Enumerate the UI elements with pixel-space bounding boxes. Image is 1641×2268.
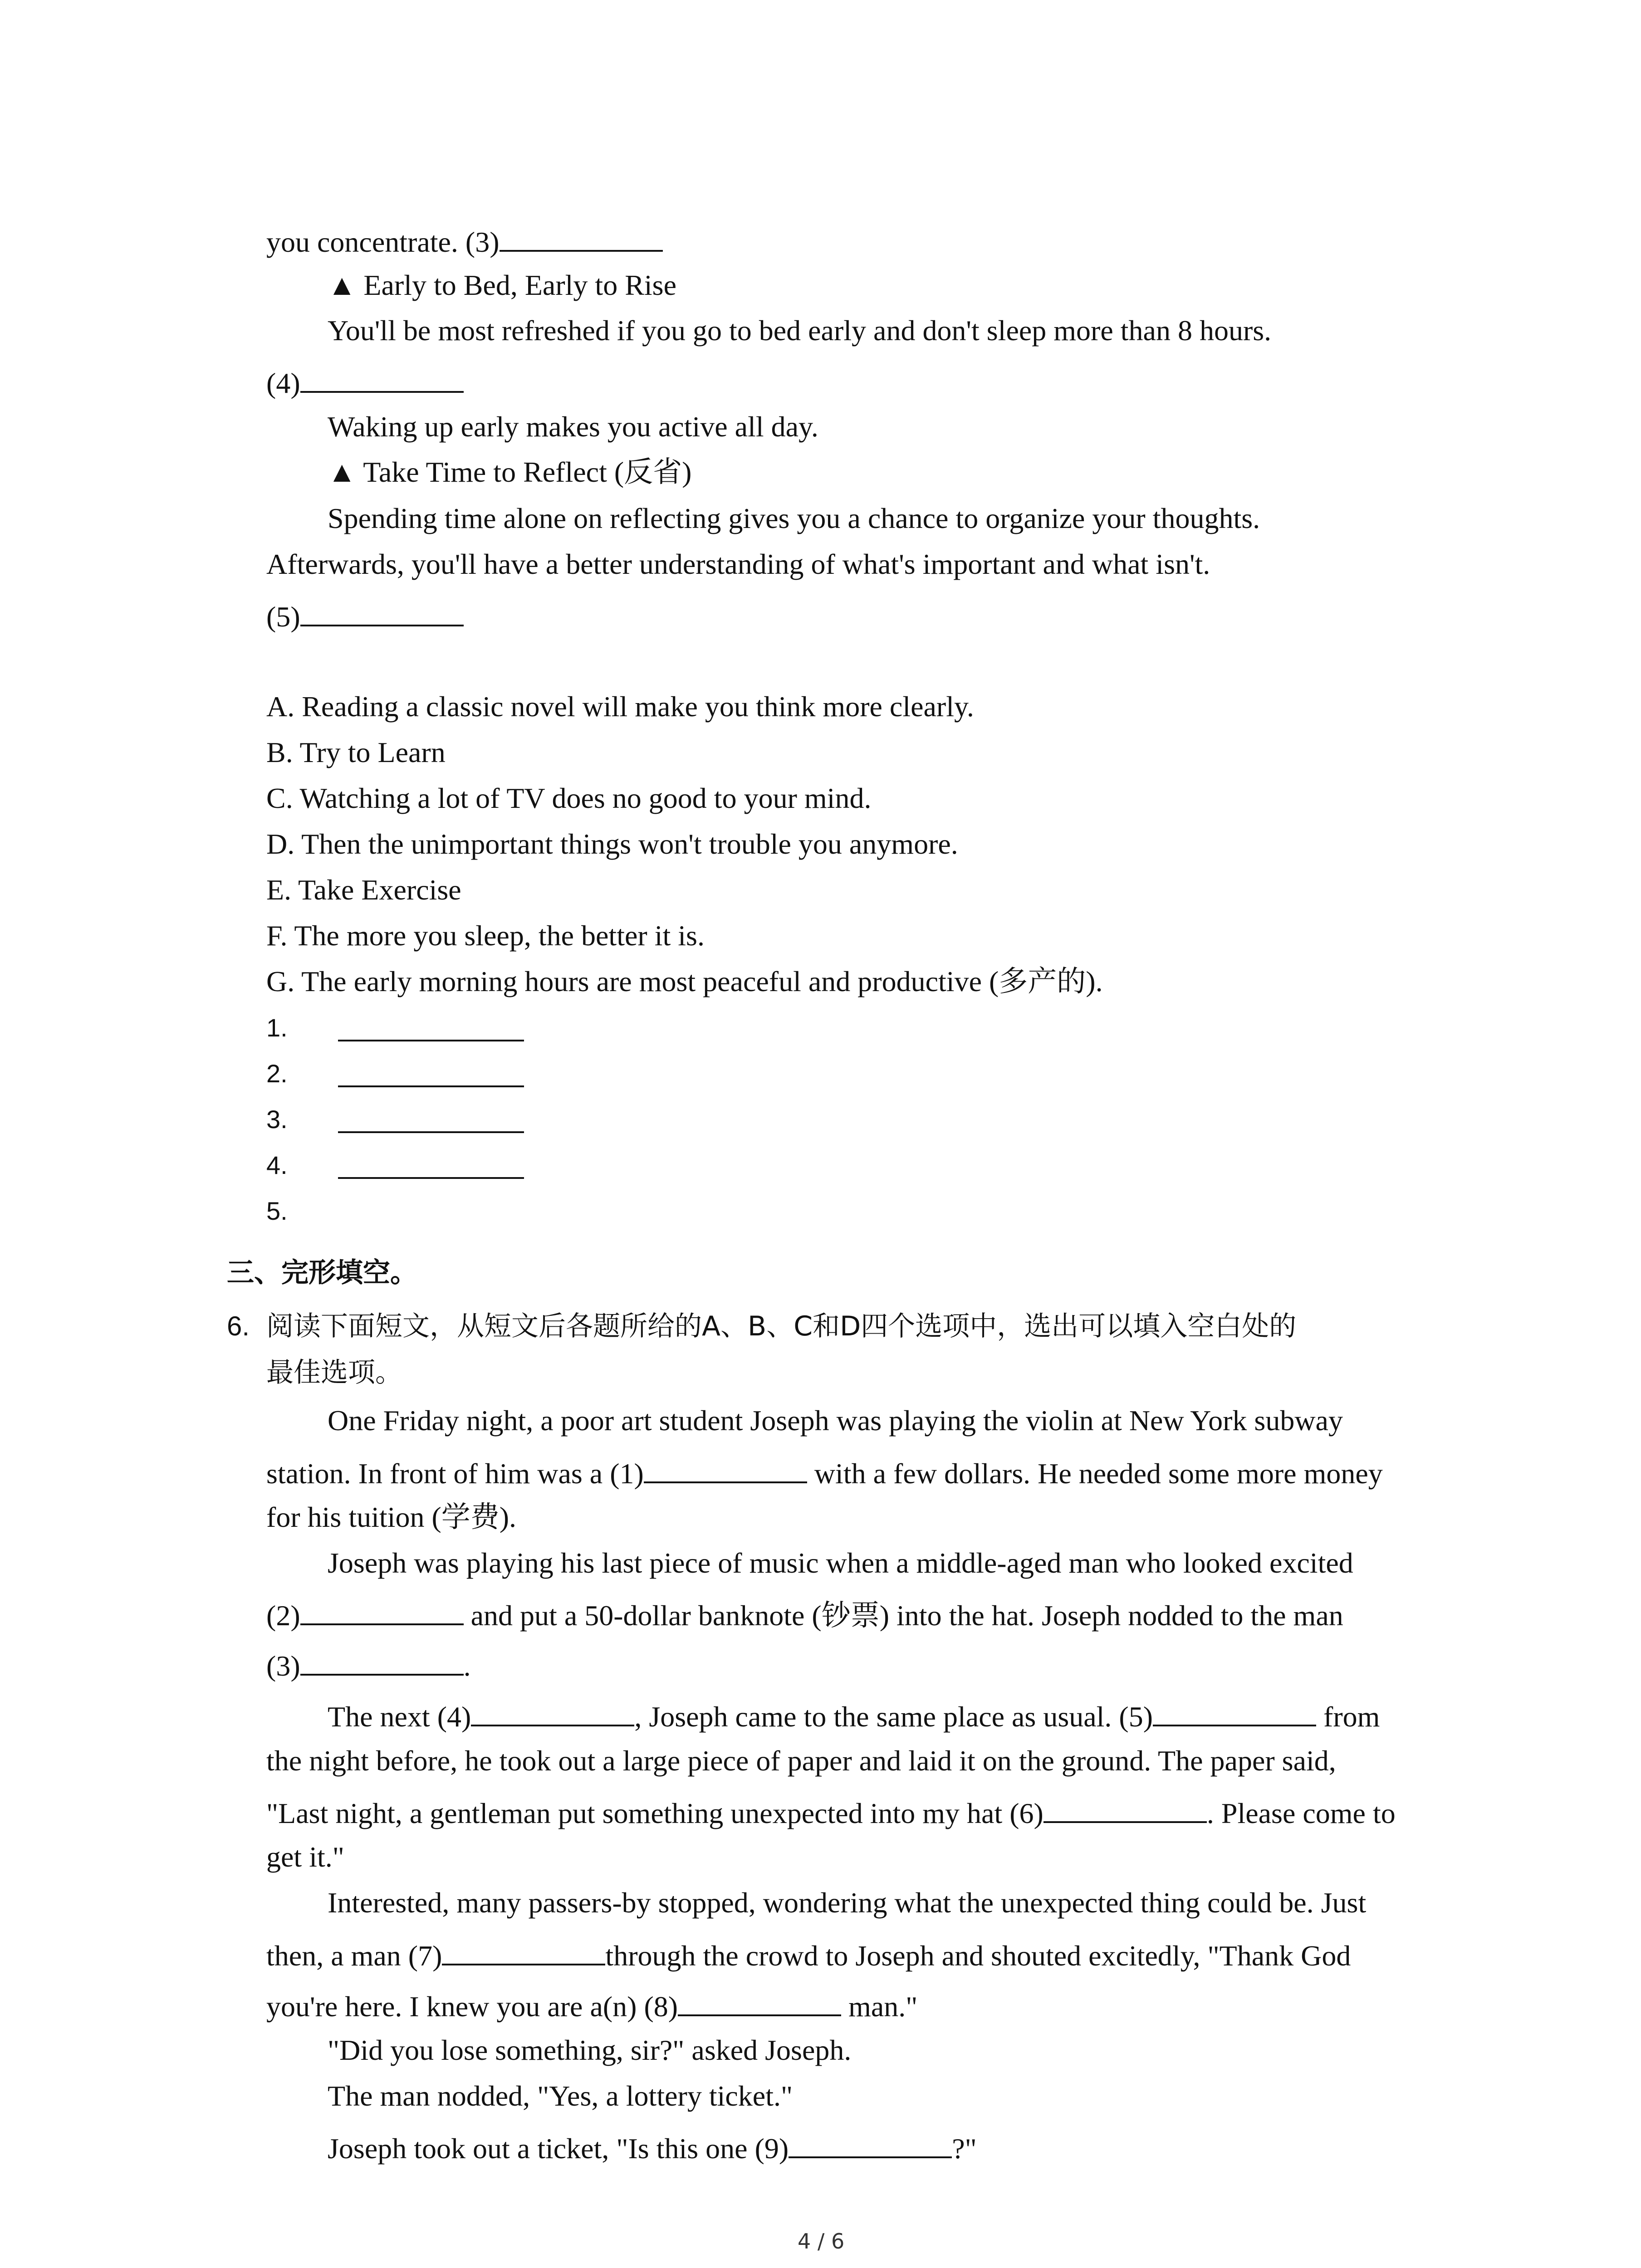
cloze-line: Joseph was playing his last piece of music when a middle-aged man who looked excited bbox=[328, 1547, 1353, 1579]
cloze-blank[interactable] bbox=[300, 1649, 464, 1676]
answer-number: 4. bbox=[266, 1151, 288, 1179]
subheading: ▲ Take Time to Reflect (反省) bbox=[328, 456, 692, 488]
cloze-blank[interactable] bbox=[678, 1990, 841, 2016]
cloze-line: "Last night, a gentleman put something unexpected into my hat (6) . Please come to bbox=[266, 1797, 1396, 1829]
section-heading: 三、完形填空。 bbox=[227, 1257, 417, 1289]
answer-blank[interactable] bbox=[300, 600, 464, 626]
cloze-line: (2) and put a 50-dollar banknote (钞票) into the hat. Joseph nodded to the man bbox=[266, 1599, 1343, 1632]
answer-blank[interactable] bbox=[500, 225, 663, 252]
answer-line[interactable] bbox=[338, 1107, 524, 1138]
cloze-blank[interactable] bbox=[789, 2132, 952, 2158]
answer-number: 2. bbox=[266, 1059, 288, 1088]
answer-number: 1. bbox=[266, 1013, 288, 1042]
instruction-text: 最佳选项。 bbox=[266, 1357, 402, 1388]
passage-line: Waking up early makes you active all day. bbox=[328, 411, 818, 443]
answer-line[interactable] bbox=[338, 1061, 524, 1092]
cloze-line: (3) . bbox=[266, 1650, 471, 1682]
option-item: C. Watching a lot of TV does no good to your mind. bbox=[266, 782, 872, 814]
cloze-blank[interactable] bbox=[442, 1939, 605, 1965]
option-item: D. Then the unimportant things won't trouble you anymore. bbox=[266, 828, 958, 860]
passage-line: you concentrate. (3) bbox=[266, 225, 663, 257]
cloze-line: then, a man (7) through the crowd to Joseph and shouted excitedly, "Thank God bbox=[266, 1940, 1351, 1972]
option-item: G. The early morning hours are most peaceful and productive (多产的). bbox=[266, 965, 1103, 997]
cloze-line: Joseph took out a ticket, "Is this one (9) ?" bbox=[328, 2132, 977, 2165]
cloze-line: get it." bbox=[266, 1841, 344, 1873]
cloze-blank[interactable] bbox=[644, 1457, 807, 1483]
passage-line: Afterwards, you'll have a better understanding of what's important and what isn't. bbox=[266, 548, 1210, 580]
cloze-blank[interactable] bbox=[1043, 1797, 1207, 1823]
cloze-line: "Did you lose something, sir?" asked Joseph. bbox=[328, 2034, 852, 2066]
subheading: ▲ Early to Bed, Early to Rise bbox=[328, 269, 676, 301]
option-item: E. Take Exercise bbox=[266, 874, 461, 906]
cloze-line: One Friday night, a poor art student Joseph was playing the violin at New York subway bbox=[328, 1404, 1343, 1437]
cloze-line: you're here. I knew you are a(n) (8) man." bbox=[266, 1990, 918, 2023]
cloze-line: The man nodded, "Yes, a lottery ticket." bbox=[328, 2080, 793, 2112]
passage-line: Spending time alone on reflecting gives you a chance to organize your thoughts. bbox=[328, 502, 1260, 534]
option-item: A. Reading a classic novel will make you think more clearly. bbox=[266, 690, 974, 723]
instruction-text: 阅读下面短文，从短文后各题所给的A、B、C和D四个选项中，选出可以填入空白处的 bbox=[266, 1310, 1297, 1342]
answer-line[interactable] bbox=[338, 1015, 524, 1046]
answer-number: 3. bbox=[266, 1105, 288, 1134]
cloze-blank[interactable] bbox=[471, 1700, 634, 1726]
cloze-line: the night before, he took out a large piece of paper and laid it on the ground. The paper said, bbox=[266, 1745, 1336, 1777]
cloze-line: Interested, many passers-by stopped, wondering what the unexpected thing could be. Just bbox=[328, 1887, 1367, 1919]
cloze-blank[interactable] bbox=[1153, 1700, 1316, 1726]
answer-blank[interactable] bbox=[300, 367, 464, 393]
cloze-line: station. In front of him was a (1) with a few dollars. He needed some more money bbox=[266, 1457, 1383, 1490]
option-item: B. Try to Learn bbox=[266, 736, 446, 768]
answer-number: 5. bbox=[266, 1197, 288, 1225]
passage-line: You'll be most refreshed if you go to bed early and don't sleep more than 8 hours. bbox=[328, 314, 1272, 347]
cloze-blank[interactable] bbox=[300, 1599, 464, 1625]
option-item: F. The more you sleep, the better it is. bbox=[266, 919, 705, 952]
question-number: 6. bbox=[227, 1311, 250, 1341]
cloze-line: for his tuition (学费). bbox=[266, 1501, 517, 1533]
passage-line: (4) bbox=[266, 367, 464, 398]
page-number: 4 / 6 bbox=[798, 2229, 845, 2253]
answer-line[interactable] bbox=[338, 1153, 524, 1184]
passage-line: (5) bbox=[266, 600, 464, 631]
cloze-line: The next (4) , Joseph came to the same place as usual. (5) from bbox=[328, 1701, 1380, 1733]
